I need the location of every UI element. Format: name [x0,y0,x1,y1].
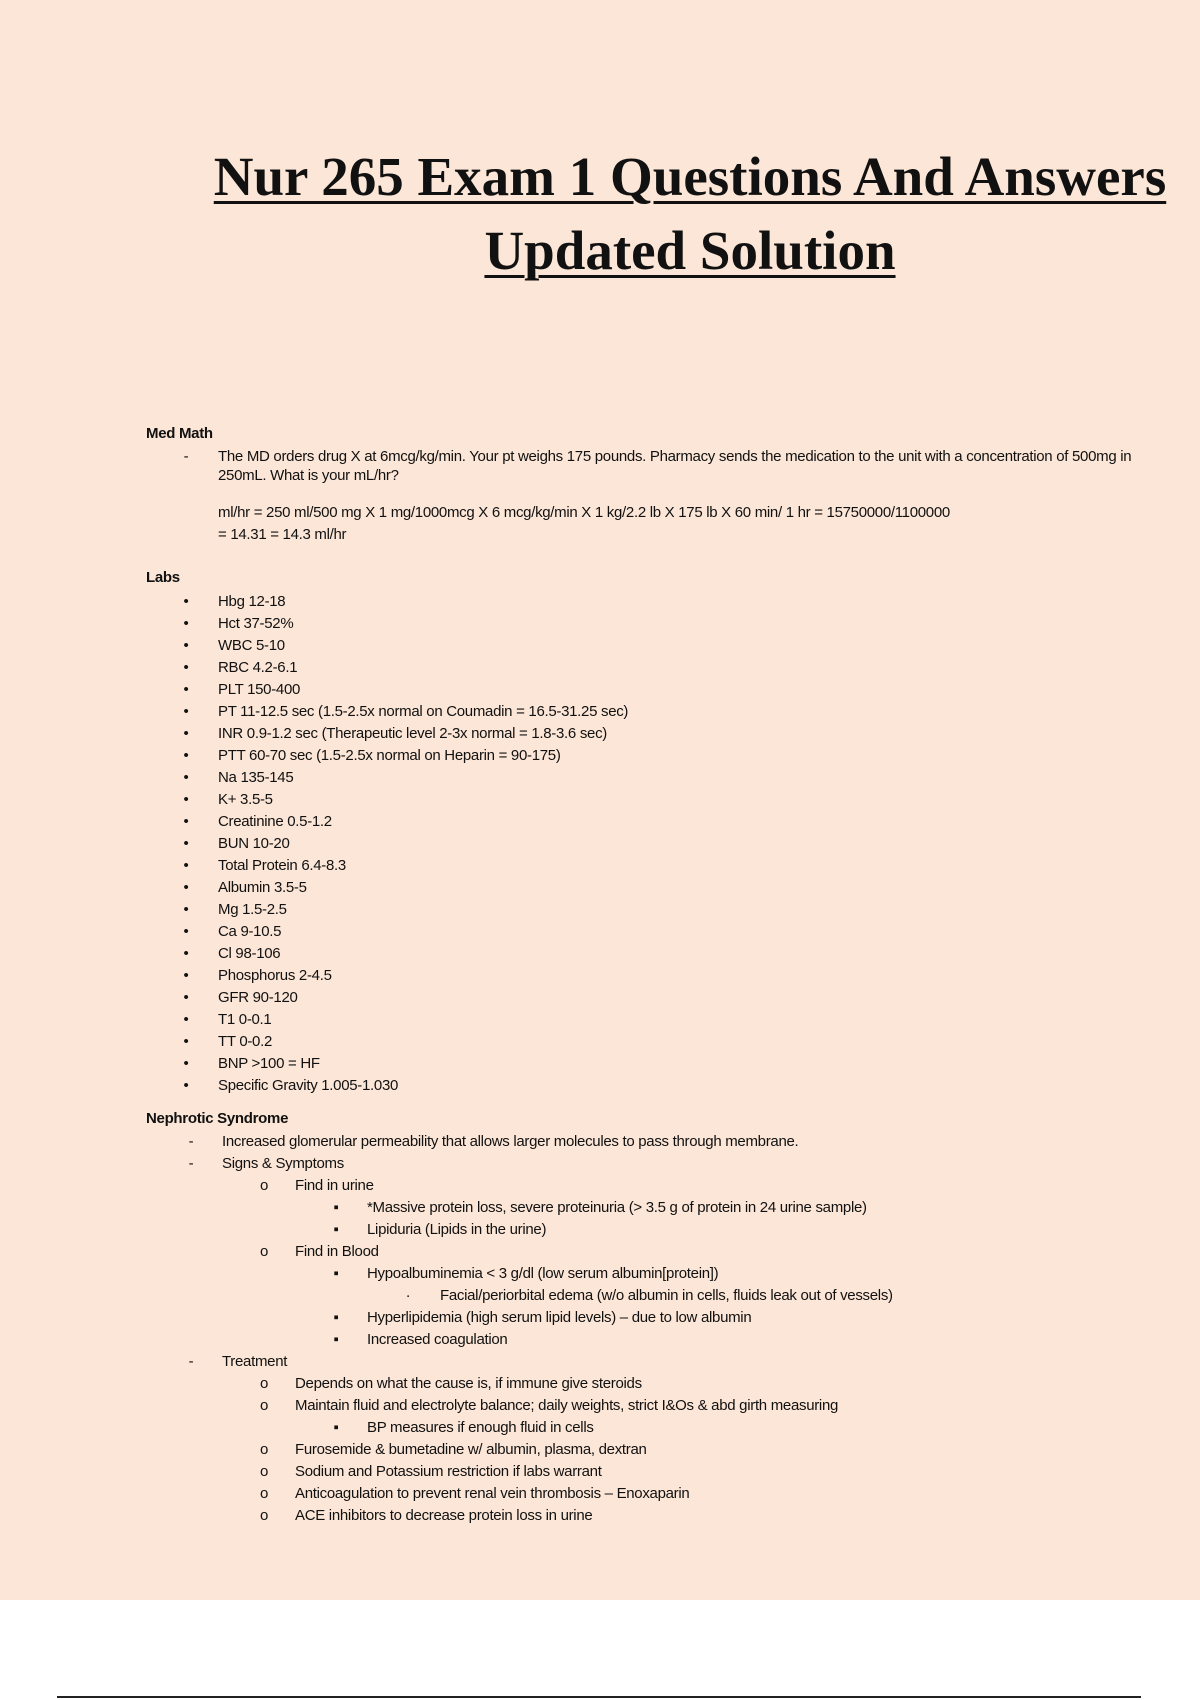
bullet: • [183,945,189,962]
circle-bullet: o [259,1463,269,1480]
bullet: • [183,659,189,676]
lab-item [146,635,1146,657]
med-math-heading: Med Math [146,425,213,442]
lab-value: T1 0-0.1 [218,1011,272,1028]
lab-value: K+ 3.5-5 [218,791,273,808]
bullet: • [183,901,189,918]
nephrotic-item [146,1175,1146,1197]
lab-item [146,811,1146,833]
lab-value: Hbg 12-18 [218,593,286,610]
item-text: Hypoalbuminemia < 3 g/dl (low serum albumin[protein]) [367,1265,719,1282]
bullet: • [183,835,189,852]
circle-bullet: o [259,1485,269,1502]
item-text: ACE inhibitors to decrease protein loss in urine [295,1507,593,1524]
dash-bullet: - [188,1133,194,1150]
item-text: Maintain fluid and electrolyte balance; daily weights, strict I&Os & abd girth measuring [295,1397,839,1414]
lab-value: Total Protein 6.4-8.3 [218,857,346,874]
circle-bullet: o [259,1243,269,1260]
bullet: • [183,593,189,610]
bullet: • [183,747,189,764]
lab-value: Na 135-145 [218,769,294,786]
lab-value: PT 11-12.5 sec (1.5-2.5x normal on Coumadin = 16.5-31.25 sec) [218,703,629,720]
item-text: Increased glomerular permeability that allows larger molecules to pass through membrane. [222,1133,799,1150]
lab-value: BUN 10-20 [218,835,290,852]
item-text: Increased coagulation [367,1331,508,1348]
nephrotic-item [146,1351,1146,1373]
lab-item [146,789,1146,811]
lab-item [146,965,1146,987]
square-bullet: ▪ [333,1265,339,1282]
bullet: • [183,791,189,808]
nephrotic-item [146,1241,1146,1263]
formula-line-2: = 14.31 = 14.3 ml/hr [218,526,347,543]
lab-item [146,657,1146,679]
item-text: Signs & Symptoms [222,1155,344,1172]
lab-value: Specific Gravity 1.005-1.030 [218,1077,399,1094]
lab-item [146,679,1146,701]
med-math-section [146,424,1146,546]
lab-item [146,701,1146,723]
item-text: Find in urine [295,1177,374,1194]
lab-item [146,1053,1146,1075]
labs-heading: Labs [146,569,180,586]
nephrotic-item [146,1197,1146,1219]
title-line-2: Updated Solution [484,220,896,281]
lab-value: Phosphorus 2-4.5 [218,967,332,984]
lab-item [146,921,1146,943]
bullet: • [183,879,189,896]
bullet: • [183,637,189,654]
dash-bullet: - [188,1155,194,1172]
lab-value: Albumin 3.5-5 [218,879,307,896]
lab-item [146,987,1146,1009]
nephrotic-item [146,1307,1146,1329]
lab-value: Ca 9-10.5 [218,923,282,940]
lab-item [146,877,1146,899]
document-body [146,424,1146,1527]
lab-item [146,1009,1146,1031]
lab-item [146,591,1146,613]
document-title [150,140,1200,288]
nephrotic-item [146,1483,1146,1505]
nephrotic-item [146,1439,1146,1461]
square-bullet: ▪ [333,1221,339,1238]
item-text: Depends on what the cause is, if immune give steroids [295,1375,642,1392]
lab-value: Mg 1.5-2.5 [218,901,287,918]
item-text: Sodium and Potassium restriction if labs warrant [295,1463,602,1480]
nephrotic-syndrome-section [146,1109,1146,1527]
lab-item [146,855,1146,877]
lab-item [146,767,1146,789]
circle-bullet: o [259,1375,269,1392]
lab-item [146,1031,1146,1053]
dash-bullet: - [188,1353,194,1370]
bullet: • [183,725,189,742]
square-bullet: ▪ [333,1419,339,1436]
lab-item [146,723,1146,745]
labs-section [146,568,1146,1097]
lab-value: INR 0.9-1.2 sec (Therapeutic level 2-3x normal = 1.8-3.6 sec) [218,725,607,742]
circle-bullet: o [259,1441,269,1458]
nephrotic-item [146,1417,1146,1439]
lab-value: GFR 90-120 [218,989,298,1006]
item-text: Anticoagulation to prevent renal vein thrombosis – Enoxaparin [295,1485,690,1502]
footer-divider [57,1696,1141,1698]
bullet: • [183,703,189,720]
nephrotic-item [146,1461,1146,1483]
lab-value: BNP >100 = HF [218,1055,320,1072]
lab-item [146,899,1146,921]
lab-item [146,943,1146,965]
square-bullet: ▪ [333,1331,339,1348]
bullet: • [183,681,189,698]
dash-bullet: - [183,448,189,465]
med-math-question: The MD orders drug X at 6mcg/kg/min. Your pt weighs 175 pounds. Pharmacy sends the medication to the unit with a concentration of 500mg in 250mL. What is your mL/hr? [218,448,1132,484]
lab-value: Hct 37-52% [218,615,294,632]
lab-value: Creatinine 0.5-1.2 [218,813,332,830]
item-text: Facial/periorbital edema (w/o albumin in cells, fluids leak out of vessels) [440,1287,893,1304]
nephrotic-item [146,1153,1146,1175]
bullet: • [183,1055,189,1072]
circle-bullet: o [259,1397,269,1414]
item-text: Treatment [222,1353,288,1370]
lab-value: TT 0-0.2 [218,1033,273,1050]
nephrotic-item [146,1131,1146,1153]
labs-list [146,591,1146,1097]
lab-item [146,833,1146,855]
med-math-formula [146,502,1146,546]
item-text: BP measures if enough fluid in cells [367,1419,594,1436]
bullet: • [183,1033,189,1050]
nephrotic-item [146,1263,1146,1285]
bullet: • [183,967,189,984]
bullet: • [183,813,189,830]
circle-bullet: o [259,1507,269,1524]
nephrotic-item [146,1219,1146,1241]
med-math-question-item [146,447,1146,485]
bullet: • [183,769,189,786]
item-text: Hyperlipidemia (high serum lipid levels) – due to low albumin [367,1309,752,1326]
nephrotic-item [146,1373,1146,1395]
nephrotic-item [146,1395,1146,1417]
lab-item [146,1075,1146,1097]
nephrotic-syndrome-heading: Nephrotic Syndrome [146,1110,289,1127]
square-bullet: ▪ [333,1199,339,1216]
lab-value: WBC 5-10 [218,637,285,654]
item-text: Furosemide & bumetadine w/ albumin, plasma, dextran [295,1441,647,1458]
title-line-1: Nur 265 Exam 1 Questions And Answers [213,146,1167,207]
circle-bullet: o [259,1177,269,1194]
formula-line-1: ml/hr = 250 ml/500 mg X 1 mg/1000mcg X 6 mcg/kg/min X 1 kg/2.2 lb X 175 lb X 60 min/ 1 hr = 15750000/1100000 [218,504,950,521]
lab-value: RBC 4.2-6.1 [218,659,298,676]
bullet: • [183,989,189,1006]
item-text: *Massive protein loss, severe proteinuria (> 3.5 g of protein in 24 urine sample) [367,1199,867,1216]
bullet: • [183,923,189,940]
bullet: • [183,1077,189,1094]
dot-bullet: · [405,1287,411,1304]
square-bullet: ▪ [333,1309,339,1326]
nephrotic-item [146,1285,1146,1307]
bullet: • [183,615,189,632]
lab-value: PTT 60-70 sec (1.5-2.5x normal on Heparin = 90-175) [218,747,561,764]
lab-item [146,745,1146,767]
lab-item [146,613,1146,635]
lab-value: Cl 98-106 [218,945,281,962]
lab-value: PLT 150-400 [218,681,301,698]
item-text: Find in Blood [295,1243,379,1260]
nephrotic-item [146,1329,1146,1351]
bullet: • [183,857,189,874]
bullet: • [183,1011,189,1028]
nephrotic-item [146,1505,1146,1527]
item-text: Lipiduria (Lipids in the urine) [367,1221,547,1238]
